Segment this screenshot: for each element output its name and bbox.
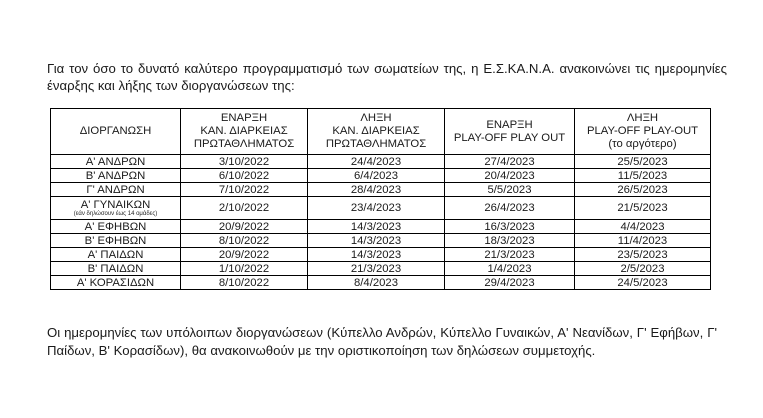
competition-note: (εάν δηλώσουν έως 14 ομάδες): [73, 210, 158, 217]
playoff-end-date: 11/4/2023: [575, 234, 711, 248]
header-line: PLAY-OFF PLAY OUT: [453, 131, 566, 144]
regular-end-date: 28/4/2023: [308, 183, 445, 197]
playoff-start-date: 26/4/2023: [445, 197, 575, 220]
header-line: ΔΙΟΡΓΑΝΩΣΗ: [79, 125, 152, 137]
header-line: ΕΝΑΡΞΗ: [486, 118, 533, 131]
outro-paragraph: Οι ημερομηνίες των υπόλοιπων διοργανώσεων (Κύπελλο Ανδρών, Κύπελλο Γυναικών, Α' Νεανίδων, Γ' Εφήβων, Γ' Παίδων, Β' Κορασίδων), θα ανακοινωθούν με την οριστικοποίηση των δηλώσεων συμμετοχής.: [47, 325, 717, 358]
regular-start-date: 3/10/2022: [181, 155, 308, 169]
competition-name: Α' ΚΟΡΑΣΙΔΩΝ: [51, 276, 181, 290]
regular-end-date: 23/4/2023: [308, 197, 445, 220]
playoff-end-date: 2/5/2023: [575, 262, 711, 276]
header-playoff-end: [575, 109, 711, 155]
competition-name: Β' ΑΝΔΡΩΝ: [51, 169, 181, 183]
competition-name: Β' ΕΦΗΒΩΝ: [51, 234, 181, 248]
regular-start-date: 7/10/2022: [181, 183, 308, 197]
schedule-table: [50, 108, 711, 290]
competition-name-text: Α' ΓΥΝΑΙΚΩΝ: [80, 198, 151, 211]
table-row: [51, 262, 711, 276]
table-row: [51, 169, 711, 183]
header-regular-start: [181, 109, 308, 155]
playoff-start-date: 5/5/2023: [445, 183, 575, 197]
regular-end-date: 8/4/2023: [308, 276, 445, 290]
regular-end-date: 24/4/2023: [308, 155, 445, 169]
regular-start-date: 8/10/2022: [181, 276, 308, 290]
regular-end-date: 14/3/2023: [308, 234, 445, 248]
table-row: [51, 197, 711, 220]
competition-name: Α' ΕΦΗΒΩΝ: [51, 220, 181, 234]
table-row: [51, 248, 711, 262]
header-playoff-start: [445, 109, 575, 155]
playoff-end-date: 23/5/2023: [575, 248, 711, 262]
header-line: ΚΑΝ. ΔΙΑΡΚΕΙΑΣ: [200, 125, 288, 137]
header-regular-end: [308, 109, 445, 155]
regular-start-date: 2/10/2022: [181, 197, 308, 220]
competition-name: Α' ΑΝΔΡΩΝ: [51, 155, 181, 169]
competition-name: Β' ΠΑΙΔΩΝ: [51, 262, 181, 276]
regular-start-date: 1/10/2022: [181, 262, 308, 276]
regular-end-date: 14/3/2023: [308, 220, 445, 234]
competition-name: [51, 197, 181, 220]
playoff-start-date: 16/3/2023: [445, 220, 575, 234]
playoff-start-date: 1/4/2023: [445, 262, 575, 276]
playoff-end-date: 26/5/2023: [575, 183, 711, 197]
table-row: [51, 276, 711, 290]
header-line: ΕΝΑΡΞΗ: [220, 112, 268, 124]
table-header-row: [51, 109, 711, 155]
playoff-end-date: 21/5/2023: [575, 197, 711, 220]
header-line: ΠΡΩΤΑΘΛΗΜΑΤΟΣ: [325, 138, 427, 150]
regular-start-date: 8/10/2022: [181, 234, 308, 248]
table-row: [51, 155, 711, 169]
playoff-start-date: 29/4/2023: [445, 276, 575, 290]
header-line: (το αργότερο): [608, 138, 677, 150]
header-line: ΚΑΝ. ΔΙΑΡΚΕΙΑΣ: [332, 125, 420, 137]
header-line: ΛΗΞΗ: [626, 112, 659, 124]
playoff-end-date: 25/5/2023: [575, 155, 711, 169]
playoff-end-date: 4/4/2023: [575, 220, 711, 234]
playoff-start-date: 21/3/2023: [445, 248, 575, 262]
regular-start-date: 20/9/2022: [181, 248, 308, 262]
competition-name: Γ' ΑΝΔΡΩΝ: [51, 183, 181, 197]
regular-end-date: 6/4/2023: [308, 169, 445, 183]
playoff-end-date: 11/5/2023: [575, 169, 711, 183]
header-competition: [51, 109, 181, 155]
playoff-end-date: 24/5/2023: [575, 276, 711, 290]
playoff-start-date: 18/3/2023: [445, 234, 575, 248]
table-row: [51, 234, 711, 248]
playoff-start-date: 27/4/2023: [445, 155, 575, 169]
table-row: [51, 220, 711, 234]
header-line: ΛΗΞΗ: [360, 112, 392, 124]
competition-name: Α' ΠΑΙΔΩΝ: [51, 248, 181, 262]
header-line: ΠΡΩΤΑΘΛΗΜΑΤΟΣ: [193, 138, 295, 150]
playoff-start-date: 20/4/2023: [445, 169, 575, 183]
table-row: [51, 183, 711, 197]
regular-start-date: 20/9/2022: [181, 220, 308, 234]
header-line: PLAY-OFF PLAY-OUT: [586, 125, 699, 137]
intro-paragraph: Για τον όσο το δυνατό καλύτερο προγραμματισμό των σωματείων της, η Ε.Σ.ΚΑ.Ν.Α. ανακοινώνει τις ημερομηνίες έναρξης και λήξης των διοργανώσεων της:: [47, 61, 727, 93]
regular-end-date: 21/3/2023: [308, 262, 445, 276]
regular-end-date: 14/3/2023: [308, 248, 445, 262]
regular-start-date: 6/10/2022: [181, 169, 308, 183]
